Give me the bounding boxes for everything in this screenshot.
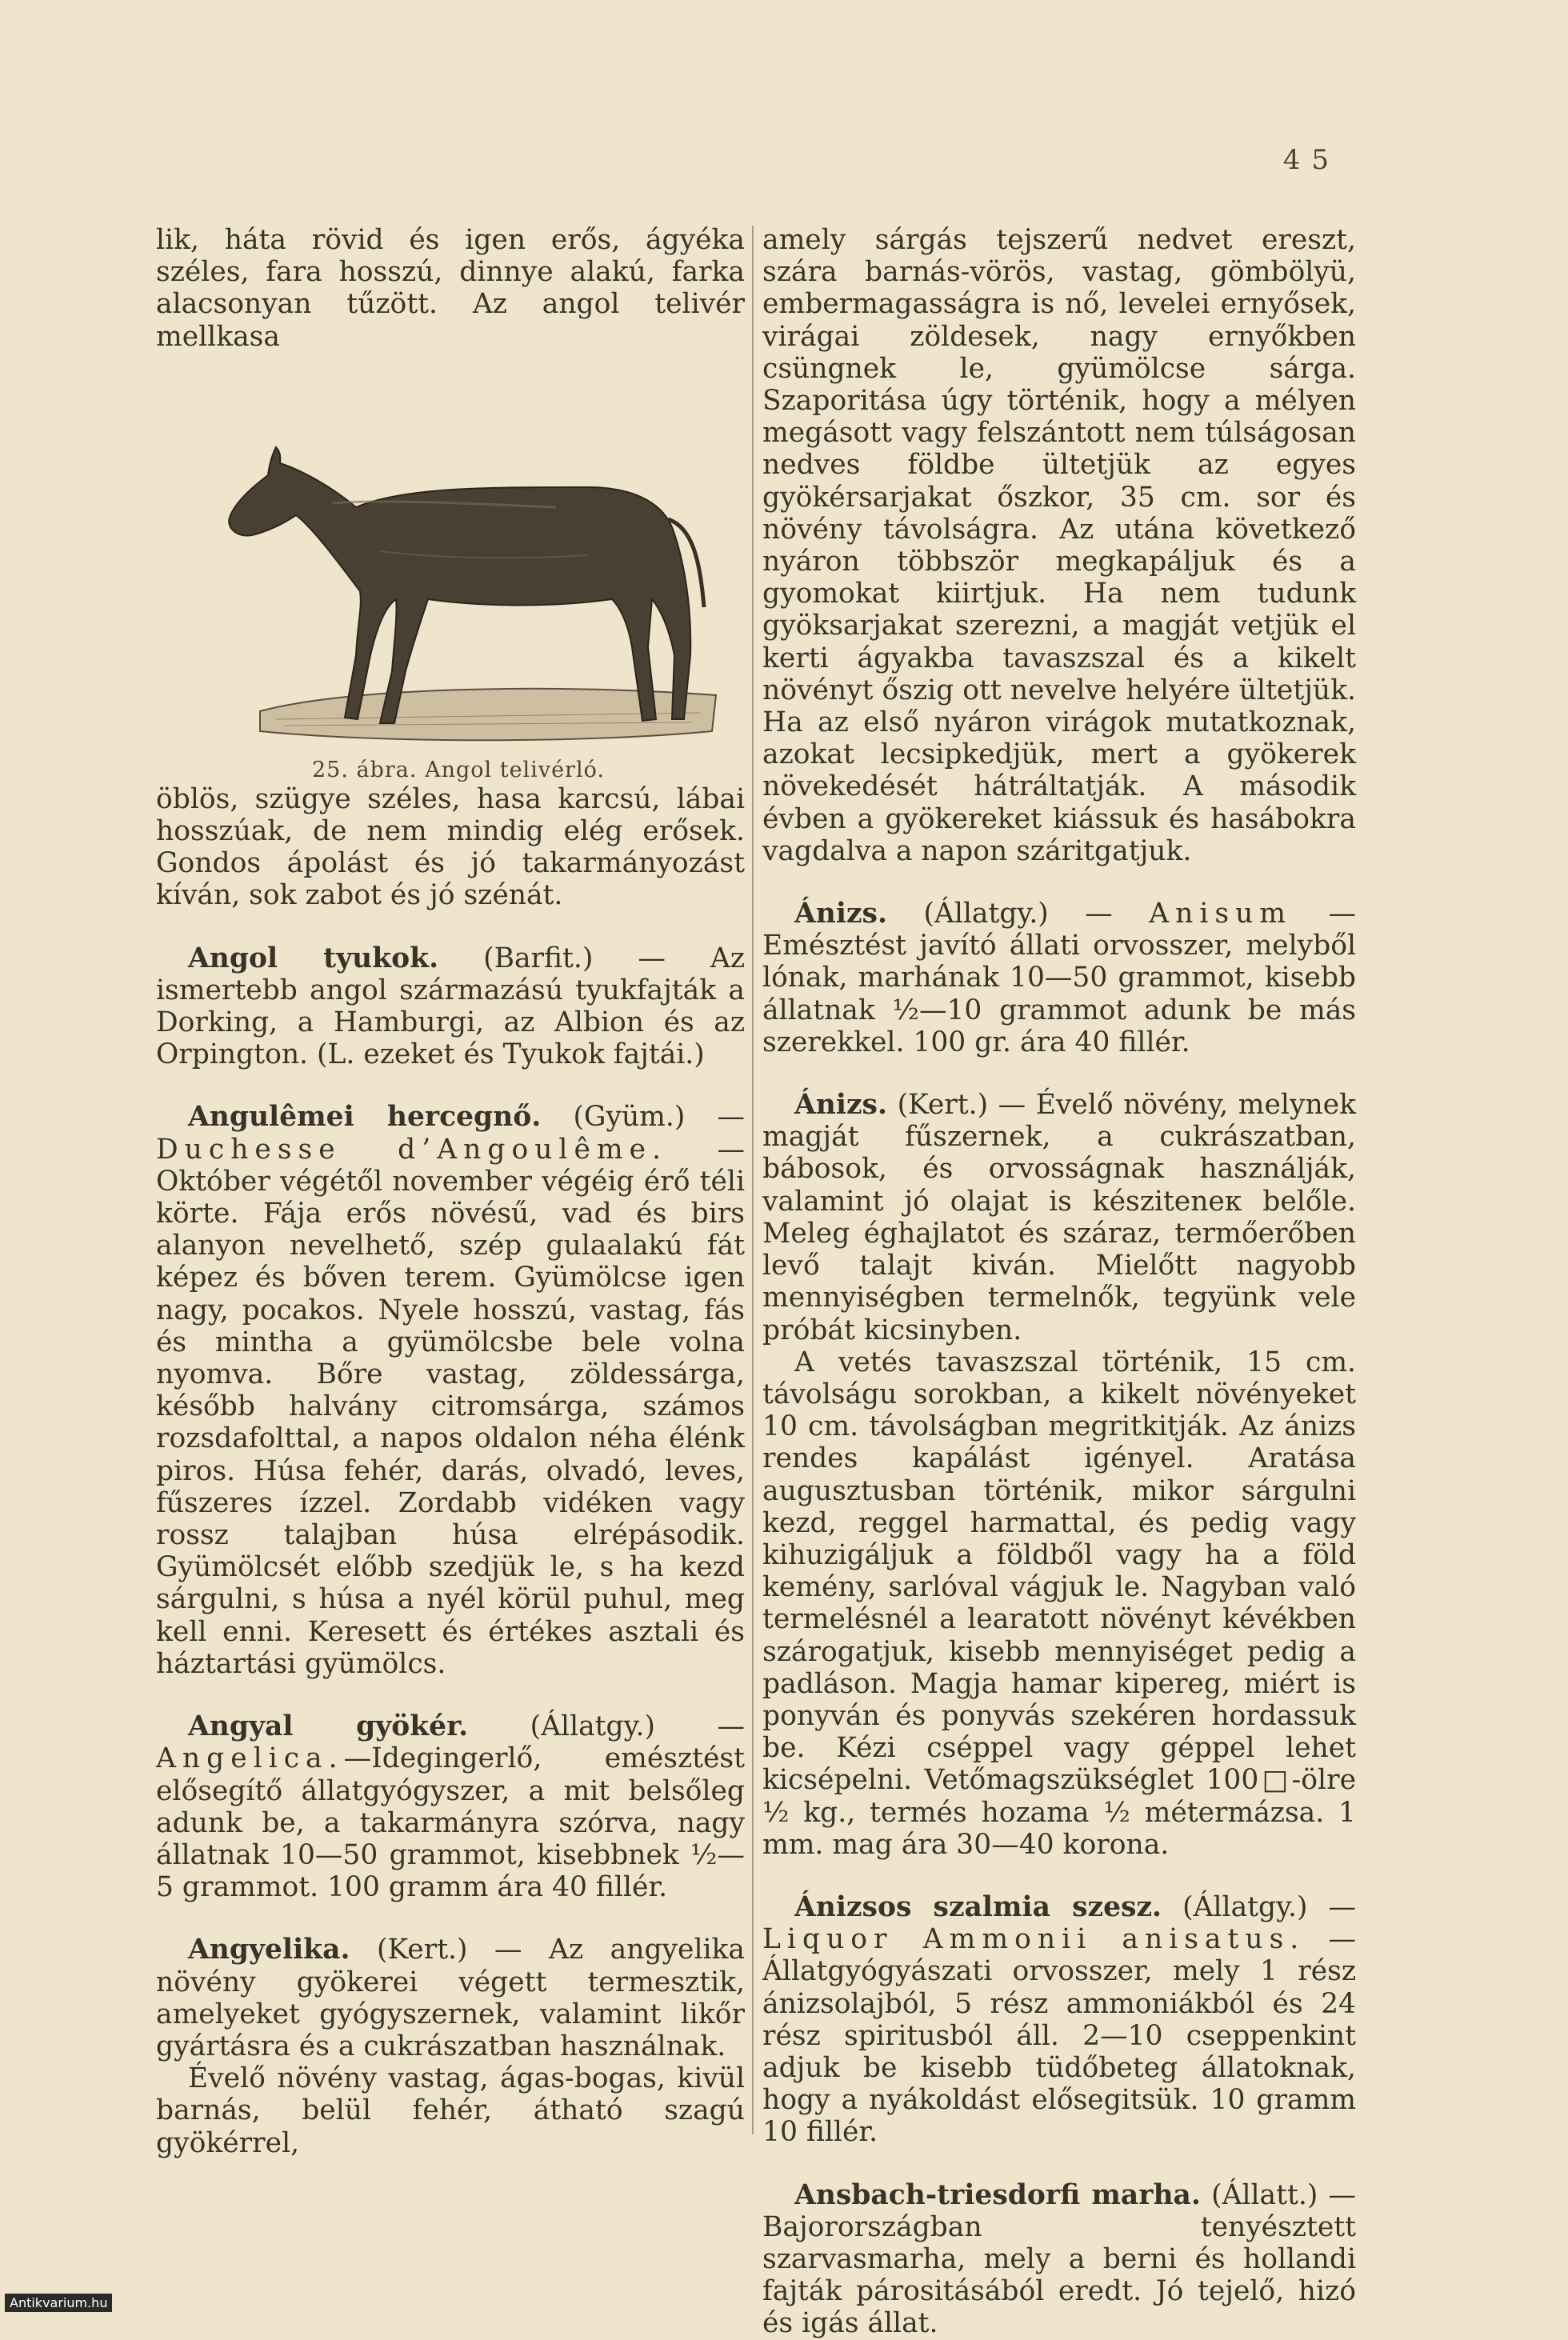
entry-headword: Angyelika. bbox=[188, 1934, 350, 1966]
entry-text: (Kert.) — Az angyelika növény gyökerei végett termesztik, amelyeket gyógyszernek, valamint likőr gyártásra és a cukrászatban használnak. bbox=[156, 1934, 745, 2062]
paragraph: amely sárgás tejszerű nedvet ereszt, szára barnás-vörös, vastag, gömbölyü, embermagasságra is nő, levelei ernyősek, virágai zöldesek, nagy ernyőkben csüngnek le, gyümölcse sárga. Szaporitása úgy történik, hogy a mélyen megásott vagy felszántott nem túlságosan nedves földbe ültetjük az egyes gyökérsarjakat őszkor, 35 cm. sor és növény távolságra. Az utána következő nyáron többször megkapáljuk és a gyomokat kiirtjuk. Ha nem tudunk gyöksarjakat szerezni, a magját vetjük el kerti ágyakba tavaszszal és a kikelt növényt őszig ott nevelve helyére ültetjük. Ha az első nyáron virágok mutatkoznak, azokat lecsipkedjük, mert a gyökerek növekedését hátráltatják. A második évben a gyökereket kiássuk és hasábokra vagdalva a napon száritgatjuk. bbox=[762, 224, 1356, 867]
paragraph: A vetés tavaszszal történik, 15 cm. távolságu sorokban, a kikelt növényeket 10 cm. távolságban megritkitják. Az ánizs rendes kapálást igényel. Aratása augusztusban történik, mikor sárgulni kezd, reggel harmattal, és pedig vagy kihuzigáljuk a földből vagy ha a föld kemény, sarlóval vágjuk le. Nagyban való termelésnél a learatott növényt kévékben szárogatjuk, kisebb mennyiséget pedig a padláson. Magja hamar kipereg, miért is ponyván és ponyvás szekéren hordassuk be. Kézi cséppel vagy géppel lehet kicsépelni. Vetőmagszükséglet 100□-ölre ½ kg., termés hozama ½ métermázsa. 1 mm. mag ára 30—40 korona. bbox=[762, 1346, 1356, 1861]
entry-headword: Ánizs. bbox=[794, 898, 887, 930]
right-column bbox=[762, 224, 1356, 2340]
entry-text: (Állatt.) — Bajorországban tenyésztett szarvasmarha, mely a berni és hollandi fajták párositásából eredt. Jó tejelő, hizó és igás állat. bbox=[762, 2178, 1356, 2340]
entry-latin-name: Duchesse d’Angoulême. bbox=[156, 1133, 667, 1166]
entry-category: (Állatgy.) — bbox=[468, 1710, 745, 1743]
dictionary-entry bbox=[762, 898, 1356, 1058]
entry-latin-name: Anisum bbox=[1149, 898, 1293, 930]
entry-latin-name: Angelica. bbox=[156, 1742, 344, 1775]
left-column bbox=[156, 224, 745, 2159]
entry-latin-name: Liquor Ammonii anisatus. bbox=[762, 1923, 1306, 1956]
entry-headword: Ánizsos szalmia szesz. bbox=[794, 1890, 1162, 1923]
entry-headword: Angol tyukok. bbox=[188, 942, 439, 974]
entry-text: —Idegingerlő, emésztést elősegítő állatgyógyszer, a mit belsőleg adunk be, a takarmányra szórva, nagy állatnak 10—50 grammot, kisebbnek ½—5 grammot. 100 gramm ára 40 fillér. bbox=[156, 1742, 745, 1904]
page-number: 45 bbox=[1282, 144, 1340, 176]
figure-horse bbox=[156, 367, 745, 783]
entry-text: (Kert.) — Évelő növény, melynek magját fűszernek, a cukrászatban, bábosok, és orvosságnak használják, valamint jó olajat is késziteneк belőle. Meleg éghajlatot és száraz, termőerőben levő talajt kiván. Mielőtt nagyobb mennyiségben termelnők, tegyünk vele próbát kicsinyben. bbox=[762, 1089, 1356, 1346]
paragraph: öblös, szügye széles, hasa karcsú, lábai hosszúak, de nem mindig elég erősek. Gondos ápolást és jó takarmányozást kíván, sok zabot és jó szénát. bbox=[156, 782, 745, 912]
entry-text: — Emésztést javító állati orvosszer, melyből lónak, marhának 10—50 grammot, kisebb állatnak ½—10 grammot adunk be más szerekkel. 100 gr. ára 40 fillér. bbox=[762, 898, 1356, 1058]
entry-headword: Angyal gyökér. bbox=[188, 1710, 469, 1743]
watermark: Antikvarium.hu bbox=[5, 2294, 112, 2312]
entry-category: (Gyüm.) — bbox=[541, 1101, 745, 1134]
entry-headword: Ánizs. bbox=[794, 1089, 887, 1122]
dictionary-entry bbox=[762, 1089, 1356, 1346]
horse-illustration-icon bbox=[140, 367, 748, 751]
dictionary-entry bbox=[762, 1891, 1356, 2149]
entry-headword: Angulêmei hercegnő. bbox=[188, 1101, 542, 1134]
paragraph: lik, háta rövid és igen erős, ágyéka széles, fara hosszú, dinnye alakú, farka alacsonyan tűzött. Az angol telivér mellkasa bbox=[156, 224, 745, 353]
entry-text: — Október végétől november végéig érő téli körte. Fája erős növésű, vad és birs alanyon nevelhető, szép gulaalakú fát képez és bőven terem. Gyümölcse igen nagy, pocakos. Nyele hosszú, vastag, fás és mintha a gyümölcsbe bele volna nyomva. Bőre vastag, zöldessárga, később halvány citromsárga, számos rozsdafolttal, a napos oldalon néha élénk piros. Húsa fehér, darás, olvadó, leves, fűszeres ízzel. Zordabb vidéken vagy rossz talajban húsa elrépásodik. Gyümölcsét előbb szedjük le, s ha kezd sárgulni, s húsa a nyél körül puhul, meg kell enni. Keresett és értékes asztali és háztartási gyümölcs. bbox=[156, 1133, 745, 1680]
dictionary-entry bbox=[156, 1710, 745, 1903]
dictionary-entry bbox=[762, 2179, 1356, 2340]
entry-text: (Barfit.) — Az ismertebb angol származású tyukfajták a Dorking, a Hamburgi, az Albion és az Orpington. (L. ezeket és Tyukok fajtái.) bbox=[156, 942, 746, 1071]
dictionary-entry bbox=[156, 1101, 745, 1680]
dictionary-entry bbox=[156, 942, 745, 1071]
entry-category: (Állatgy.) — bbox=[1162, 1890, 1356, 1923]
dictionary-entry bbox=[156, 1934, 745, 2062]
figure-caption: 25. ábra. Angol telivérló. bbox=[312, 757, 605, 782]
entry-headword: Ansbach-triesdorfi marha. bbox=[794, 2178, 1201, 2211]
entry-text: — Állatgyógyászati orvosszer, mely 1 rész ánizsolajból, 5 rész ammoniákból és 24 rész spiritusból áll. 2—10 cseppenkint adjuk be kisebb tüdőbeteg állatoknak, hogy a nyákoldást elősegitsük. 10 gramm 10 fillér. bbox=[762, 1923, 1356, 2149]
entry-category: (Állatgy.) — bbox=[886, 898, 1150, 930]
column-divider bbox=[752, 226, 754, 2134]
paragraph: Évelő növény vastag, ágas-bogas, kivül barnás, belül fehér, átható szagú gyökérrel, bbox=[156, 2062, 745, 2159]
